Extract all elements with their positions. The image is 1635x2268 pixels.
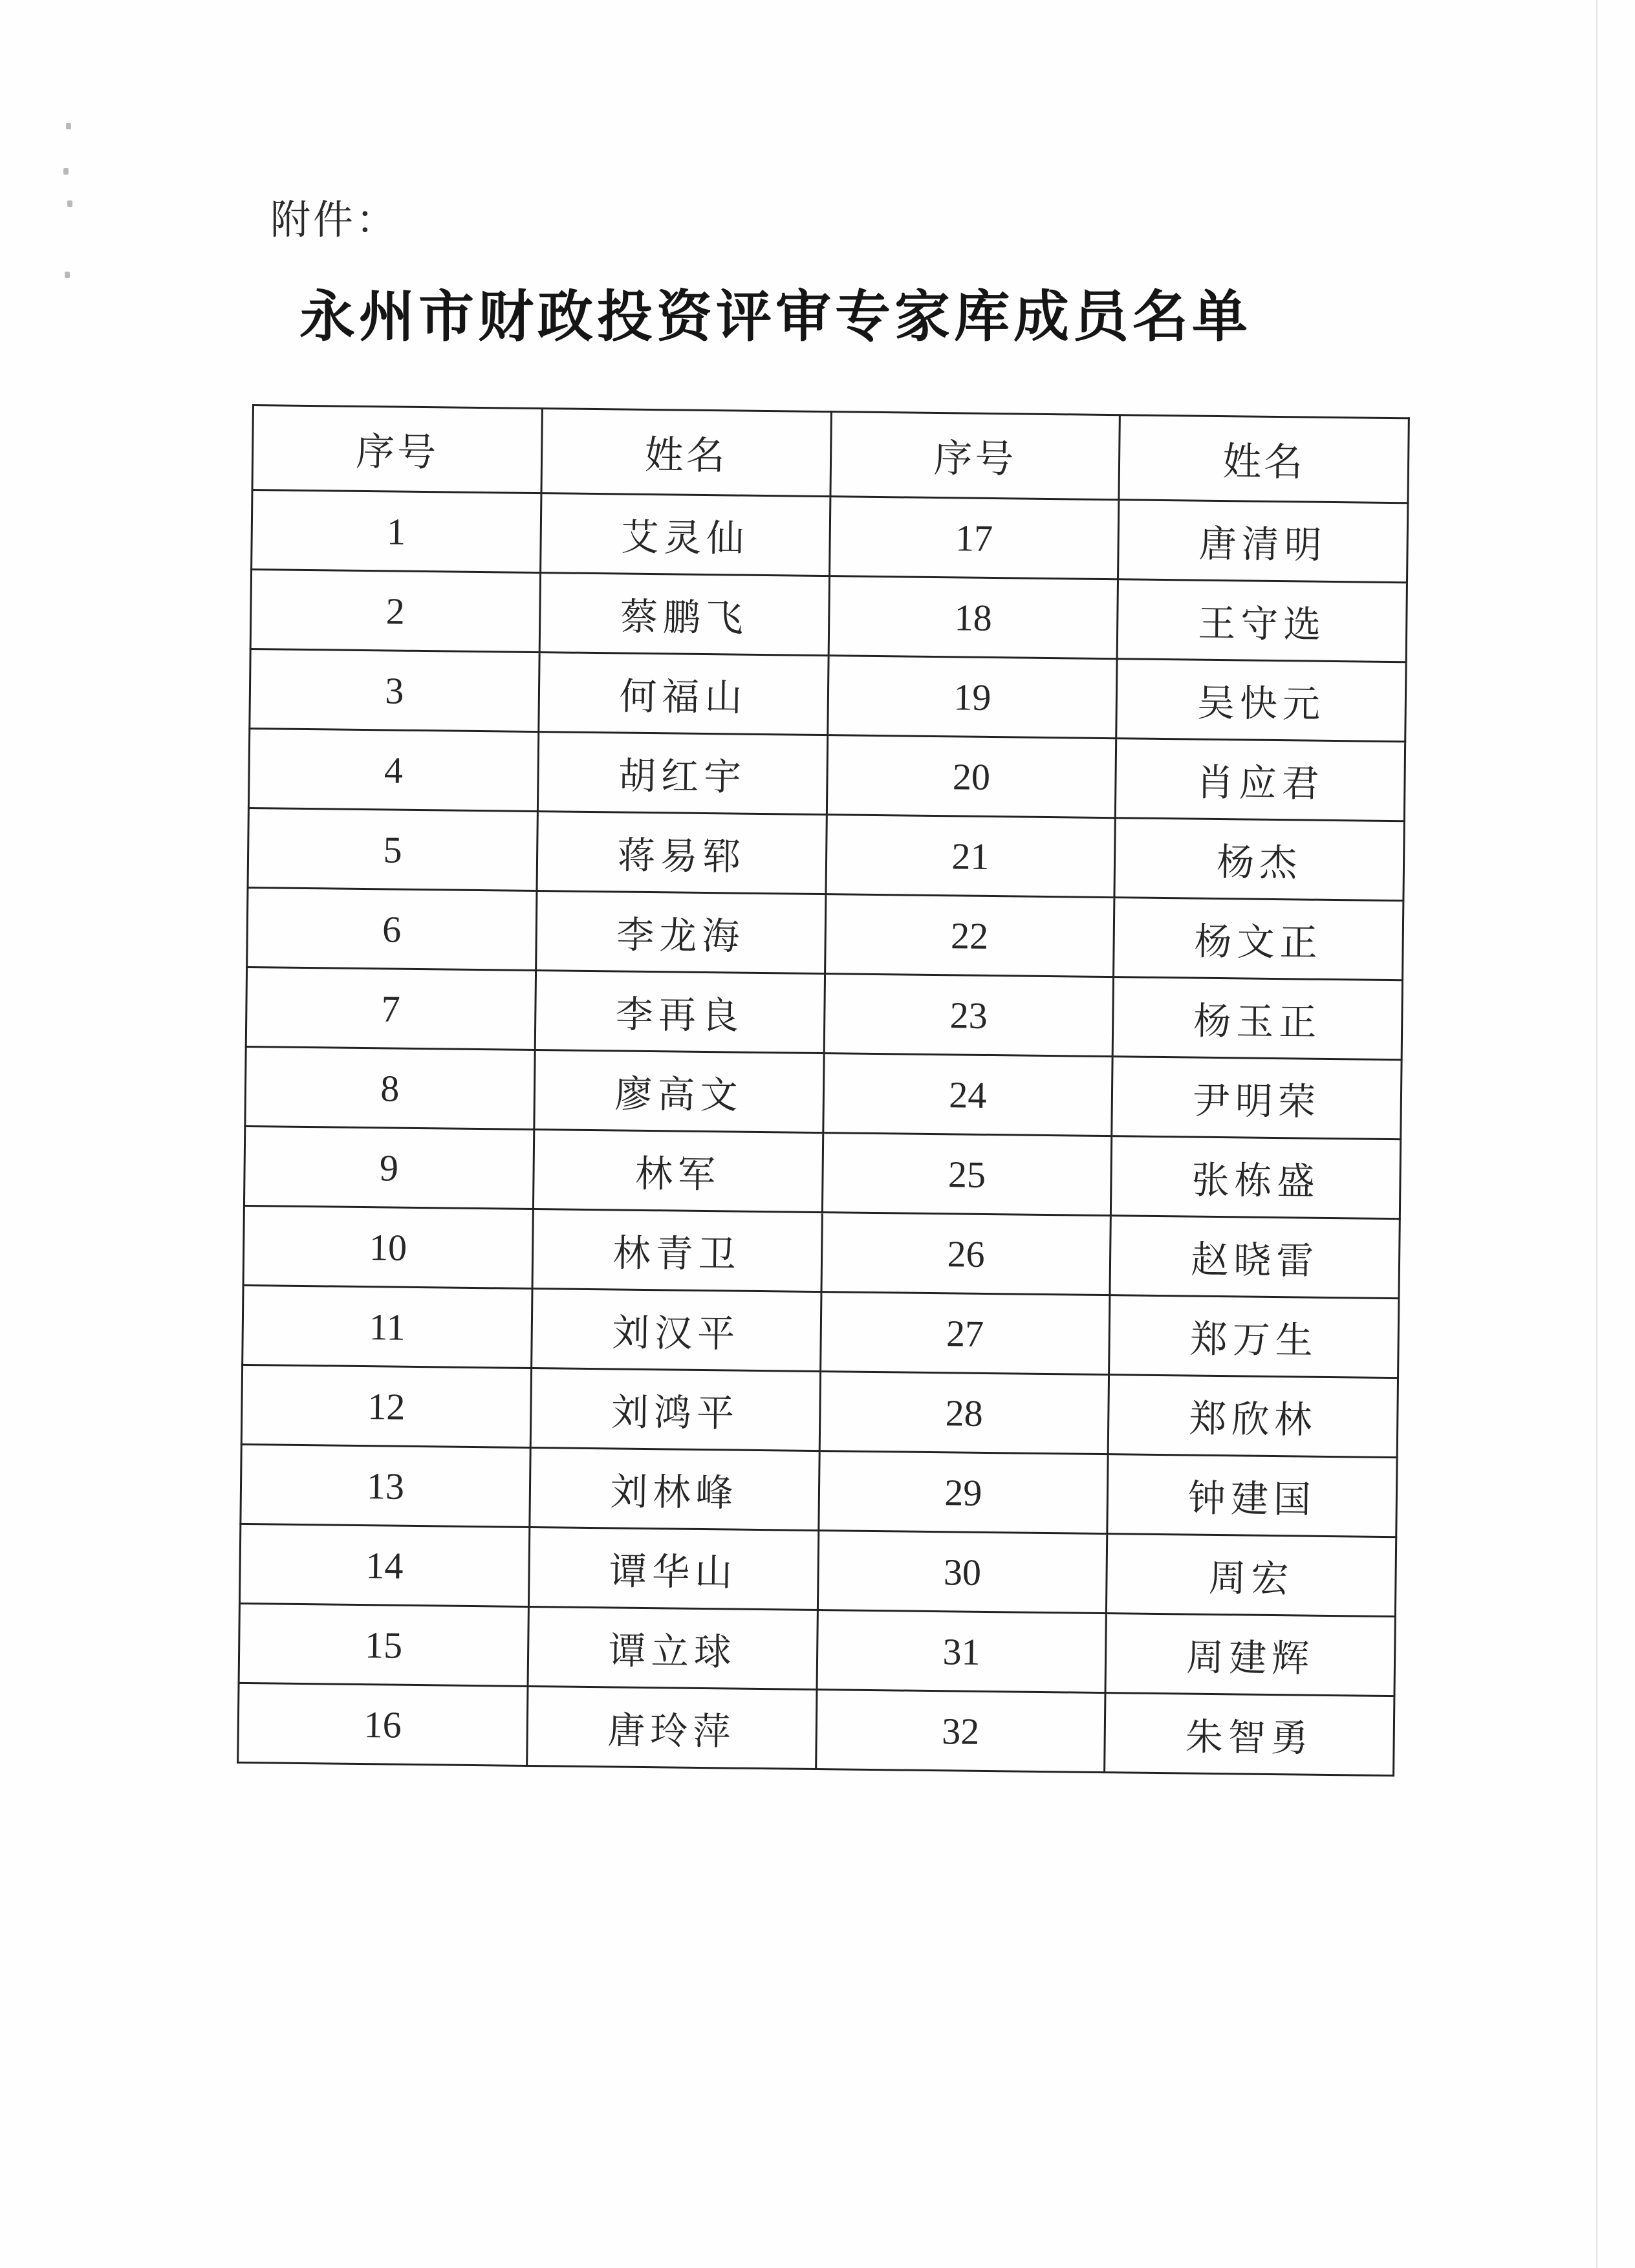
row-name-left: 林军 bbox=[533, 1130, 823, 1213]
row-number-left: 9 bbox=[244, 1126, 534, 1209]
row-number-left: 16 bbox=[238, 1683, 528, 1766]
table-row bbox=[243, 1285, 1399, 1377]
row-number-left: 12 bbox=[241, 1365, 531, 1447]
table-row bbox=[246, 967, 1402, 1059]
row-number-right: 21 bbox=[825, 815, 1115, 898]
table-row bbox=[248, 728, 1405, 821]
row-number-right: 32 bbox=[816, 1690, 1105, 1773]
row-name-right: 肖应君 bbox=[1116, 739, 1405, 821]
table-body bbox=[238, 490, 1408, 1776]
row-name-left: 林青卫 bbox=[532, 1209, 822, 1292]
row-name-right: 张栋盛 bbox=[1111, 1136, 1401, 1219]
row-name-right: 郑欣林 bbox=[1108, 1375, 1398, 1458]
expert-table-wrapper bbox=[237, 404, 1410, 1777]
table-row bbox=[238, 1683, 1394, 1775]
row-name-left: 刘林峰 bbox=[530, 1447, 819, 1530]
table-row bbox=[248, 808, 1404, 900]
table-row bbox=[239, 1603, 1395, 1696]
row-number-left: 6 bbox=[247, 887, 537, 970]
row-number-left: 11 bbox=[243, 1285, 532, 1368]
header-no-right: 序号 bbox=[830, 412, 1120, 500]
row-number-right: 30 bbox=[817, 1531, 1107, 1614]
row-name-left: 胡红宇 bbox=[537, 732, 827, 815]
row-number-left: 2 bbox=[250, 570, 540, 653]
row-name-left: 蒋易郓 bbox=[537, 812, 827, 894]
table-row bbox=[247, 887, 1403, 980]
table-row bbox=[252, 490, 1408, 583]
header-name-left: 姓名 bbox=[541, 409, 831, 497]
table-row bbox=[244, 1126, 1400, 1218]
row-name-right: 杨杰 bbox=[1114, 818, 1404, 901]
row-name-right: 王守选 bbox=[1117, 579, 1407, 662]
expert-table bbox=[237, 404, 1410, 1777]
row-name-left: 何福山 bbox=[539, 653, 828, 735]
row-number-right: 29 bbox=[818, 1451, 1108, 1534]
row-name-left: 李龙海 bbox=[536, 891, 825, 974]
row-name-left: 艾灵仙 bbox=[540, 493, 830, 576]
row-name-left: 刘鸿平 bbox=[530, 1368, 820, 1451]
row-number-left: 13 bbox=[241, 1444, 530, 1527]
table-row bbox=[243, 1205, 1400, 1298]
row-name-right: 郑万生 bbox=[1109, 1295, 1399, 1378]
row-number-left: 15 bbox=[239, 1603, 528, 1686]
row-name-right: 杨文正 bbox=[1114, 898, 1403, 980]
row-name-left: 蔡鹏飞 bbox=[539, 573, 829, 656]
table-row bbox=[245, 1046, 1402, 1139]
row-name-right: 唐清明 bbox=[1118, 500, 1408, 583]
row-number-right: 27 bbox=[820, 1292, 1110, 1375]
header-no-left: 序号 bbox=[252, 405, 542, 493]
row-name-right: 赵晓雷 bbox=[1110, 1216, 1400, 1299]
row-number-left: 7 bbox=[246, 967, 536, 1050]
row-number-right: 28 bbox=[819, 1372, 1109, 1454]
attachment-label: 附件： bbox=[270, 196, 399, 243]
row-number-left: 10 bbox=[243, 1205, 533, 1288]
row-name-right: 钟建国 bbox=[1107, 1454, 1397, 1537]
row-name-right: 吴快元 bbox=[1116, 659, 1406, 742]
row-name-right: 杨玉正 bbox=[1112, 977, 1402, 1060]
row-number-right: 23 bbox=[824, 974, 1114, 1057]
row-name-left: 刘汉平 bbox=[531, 1288, 821, 1371]
row-name-right: 周宏 bbox=[1107, 1534, 1396, 1617]
row-name-right: 朱智勇 bbox=[1105, 1693, 1394, 1776]
row-name-left: 谭华山 bbox=[528, 1527, 818, 1610]
binding-marks bbox=[62, 123, 75, 291]
table-row bbox=[241, 1365, 1398, 1457]
table-row bbox=[241, 1444, 1397, 1537]
row-name-right: 尹明荣 bbox=[1112, 1057, 1402, 1139]
row-number-left: 4 bbox=[248, 728, 538, 811]
row-name-left: 廖高文 bbox=[534, 1050, 824, 1133]
row-number-left: 5 bbox=[248, 808, 537, 891]
row-number-right: 24 bbox=[823, 1053, 1112, 1136]
row-number-right: 26 bbox=[821, 1213, 1110, 1295]
row-name-left: 唐玲萍 bbox=[526, 1686, 816, 1769]
row-number-left: 14 bbox=[239, 1524, 529, 1606]
table-row bbox=[250, 649, 1406, 741]
row-number-left: 8 bbox=[245, 1046, 535, 1129]
header-name-right: 姓名 bbox=[1119, 415, 1409, 503]
row-number-right: 20 bbox=[827, 735, 1116, 818]
table-row bbox=[250, 570, 1407, 662]
table-header-row bbox=[252, 405, 1409, 503]
row-number-right: 19 bbox=[827, 656, 1117, 739]
row-number-right: 22 bbox=[825, 894, 1114, 977]
row-name-right: 周建辉 bbox=[1105, 1614, 1395, 1696]
row-number-right: 31 bbox=[817, 1610, 1107, 1693]
row-number-right: 25 bbox=[822, 1133, 1112, 1216]
row-number-right: 18 bbox=[828, 576, 1118, 659]
document-title: 永州市财政投资评审专家库成员名单 bbox=[299, 285, 1251, 349]
row-number-right: 17 bbox=[829, 497, 1119, 579]
row-number-left: 3 bbox=[250, 649, 539, 731]
table-row bbox=[239, 1524, 1396, 1616]
row-number-left: 1 bbox=[252, 490, 541, 573]
row-name-left: 李再良 bbox=[535, 971, 825, 1053]
row-name-left: 谭立球 bbox=[528, 1606, 817, 1689]
